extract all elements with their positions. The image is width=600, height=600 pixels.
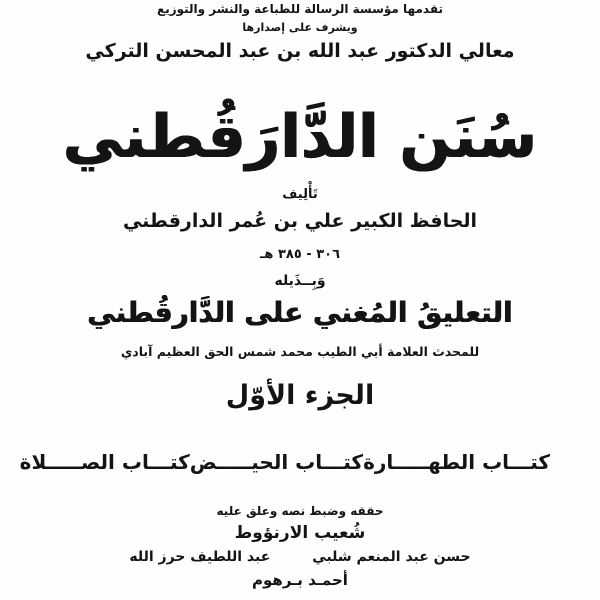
volume-label: الجزء الأوّل bbox=[225, 380, 375, 411]
supervisor-name: معالي الدكتور عبد الله بن عبد المحسن التركي bbox=[85, 40, 515, 62]
authored-by-label: تَأْلِيف bbox=[282, 187, 318, 202]
editor-shalabi: حسن عبد المنعم شلبي bbox=[312, 549, 471, 565]
content-book-taharah: كتـــاب الطهـــــارة bbox=[363, 450, 550, 474]
appendix-intro: وَبِــذَيله bbox=[274, 273, 326, 289]
publisher-line: تقدمها مؤسسة الرسالة للطباعة والنشر والتوزيع bbox=[157, 2, 443, 16]
editor-hirzallah: عبد اللطيف حرز الله bbox=[129, 549, 271, 565]
editor-shuayb: شُعيب الارنؤوط bbox=[234, 523, 366, 543]
editors-row bbox=[0, 549, 600, 565]
editor-barhum: أحمـد بـرهوم bbox=[252, 571, 348, 589]
appendix-title: التعليقُ المُغني على الدَّارقُطني bbox=[87, 296, 513, 329]
author-name: الحافظ الكبير علي بن عُمر الدارقطني bbox=[122, 210, 478, 232]
appendix-author: للمحدث العلامة أبي الطيب محمد شمس الحق العظيم آبادي bbox=[120, 344, 480, 359]
content-book-salah: كتـــاب الصـــــلاة bbox=[19, 450, 190, 474]
supervision-line: ويشرف على إصدارها bbox=[242, 21, 358, 34]
content-book-hayd: كتـــاب الحيـــــض bbox=[189, 450, 364, 474]
editing-line: حققه وضبط نصه وعلق عليه bbox=[216, 504, 384, 518]
book-title: سُنَن الدَّارَقُطني bbox=[62, 102, 538, 172]
author-dates: ٣٠٦ - ٣٨٥ هـ bbox=[259, 247, 341, 262]
contents-line bbox=[0, 450, 600, 474]
